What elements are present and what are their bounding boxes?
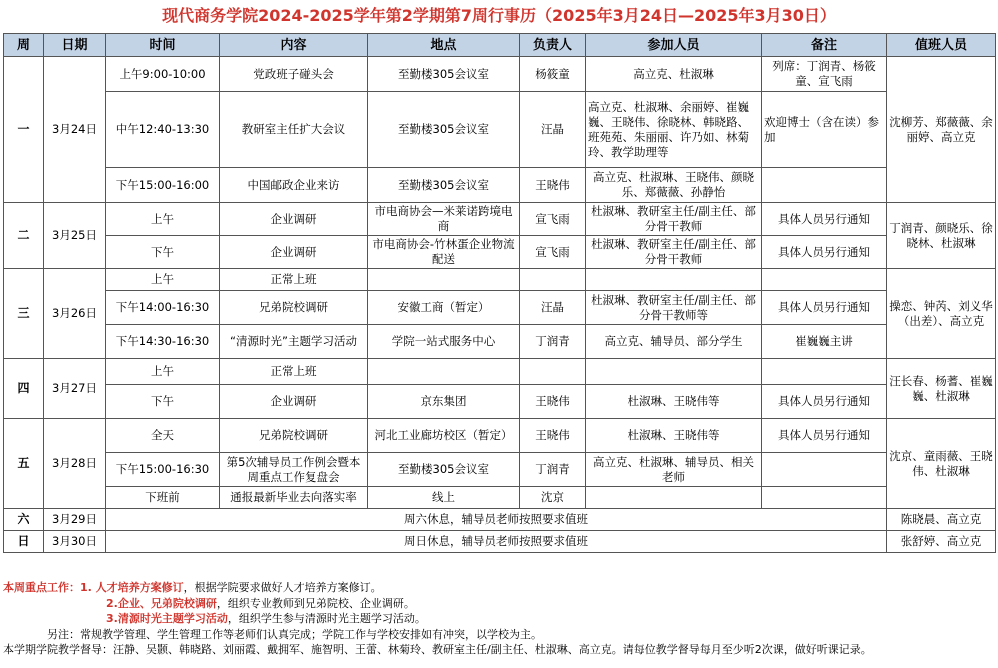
header-date: 日期 xyxy=(44,34,106,57)
date-cell: 3月27日 xyxy=(44,359,106,419)
rest-cell: 周六休息，辅导员老师按照要求值班 xyxy=(106,509,887,531)
content-cell: 中国邮政企业来访 xyxy=(220,168,368,203)
date-cell: 3月24日 xyxy=(44,57,106,203)
table-row xyxy=(4,203,996,236)
duty-cell: 丁润青、颜晓乐、徐晓林、杜淑琳 xyxy=(887,203,996,269)
date-cell: 3月28日 xyxy=(44,419,106,509)
table-row xyxy=(4,269,996,291)
header-leader: 负责人 xyxy=(520,34,586,57)
time-cell: 下班前 xyxy=(106,487,220,509)
content-cell: 兄弟院校调研 xyxy=(220,291,368,325)
duty-cell: 汪长春、杨蓍、崔巍巍、杜淑琳 xyxy=(887,359,996,419)
note-cell: 具体人员另行通知 xyxy=(762,291,887,325)
place-cell: 京东集团 xyxy=(368,385,520,419)
note-cell xyxy=(762,453,887,487)
note-cell: 具体人员另行通知 xyxy=(762,385,887,419)
header-time: 时间 xyxy=(106,34,220,57)
duty-cell: 操恋、钟芮、刘义华（出差）、高立克 xyxy=(887,269,996,359)
header-place: 地点 xyxy=(368,34,520,57)
place-cell: 至勤楼305会议室 xyxy=(368,92,520,168)
note-cell: 列席：丁润青、杨筱童、宣飞雨 xyxy=(762,57,887,92)
time-cell: 上午 xyxy=(106,269,220,291)
place-cell: 至勤楼305会议室 xyxy=(368,57,520,92)
header-row xyxy=(4,34,996,57)
note-cell: 具体人员另行通知 xyxy=(762,236,887,269)
participants-cell xyxy=(586,269,762,291)
place-cell: 市电商协会-竹林蛋企业物流配送 xyxy=(368,236,520,269)
time-cell: 下午15:00-16:00 xyxy=(106,168,220,203)
content-cell: 企业调研 xyxy=(220,385,368,419)
participants-cell: 杜淑琳、教研室主任/副主任、部分骨干教师等 xyxy=(586,291,762,325)
leader-cell: 汪晶 xyxy=(520,291,586,325)
weekday-cell: 四 xyxy=(4,359,44,419)
note-cell xyxy=(762,269,887,291)
note-cell: 具体人员另行通知 xyxy=(762,203,887,236)
other-note: 另注：常规教学管理、学生管理工作等老师们认真完成；学院工作与学校安排如有冲突，以学校为主。 xyxy=(47,627,542,641)
participants-cell: 杜淑琳、教研室主任/副主任、部分骨干教师 xyxy=(586,236,762,269)
time-cell: 下午14:30-16:30 xyxy=(106,325,220,359)
key-work-item-text: ，组织学生参与清源时光主题学习活动。 xyxy=(227,612,426,625)
participants-cell: 杜淑琳、王晓伟等 xyxy=(586,385,762,419)
participants-cell xyxy=(586,487,762,509)
leader-cell xyxy=(520,359,586,385)
table-row xyxy=(4,385,996,419)
key-work-item-text: ，根据学院要求做好人才培养方案修订。 xyxy=(183,581,382,594)
place-cell: 市电商协会—米莱诺跨境电商 xyxy=(368,203,520,236)
time-cell: 上午 xyxy=(106,203,220,236)
header-note: 备注 xyxy=(762,34,887,57)
time-cell: 下午 xyxy=(106,385,220,419)
key-work-line-3 xyxy=(3,611,995,627)
content-cell: 教研室主任扩大会议 xyxy=(220,92,368,168)
table-row xyxy=(4,509,996,531)
time-cell: 全天 xyxy=(106,419,220,453)
participants-cell xyxy=(586,359,762,385)
duty-cell: 沈柳芳、郑薇薇、余丽婷、高立克 xyxy=(887,57,996,203)
leader-cell: 沈京 xyxy=(520,487,586,509)
weekday-cell: 一 xyxy=(4,57,44,203)
time-cell: 下午14:00-16:30 xyxy=(106,291,220,325)
schedule-table xyxy=(3,33,996,553)
note-cell xyxy=(762,359,887,385)
duty-cell: 陈晓晨、高立克 xyxy=(887,509,996,531)
table-row xyxy=(4,291,996,325)
place-cell: 学院一站式服务中心 xyxy=(368,325,520,359)
table-row xyxy=(4,453,996,487)
note-cell: 崔巍巍主讲 xyxy=(762,325,887,359)
time-cell: 下午 xyxy=(106,236,220,269)
participants-cell: 杜淑琳、王晓伟等 xyxy=(586,419,762,453)
table-row xyxy=(4,487,996,509)
table-row xyxy=(4,531,996,553)
header-participants: 参加人员 xyxy=(586,34,762,57)
header-content: 内容 xyxy=(220,34,368,57)
time-cell: 下午15:00-16:30 xyxy=(106,453,220,487)
place-cell: 至勤楼305会议室 xyxy=(368,168,520,203)
table-row xyxy=(4,57,996,92)
leader-cell: 宣飞雨 xyxy=(520,203,586,236)
content-cell: “清源时光”主题学习活动 xyxy=(220,325,368,359)
participants-cell: 高立克、杜淑琳、余丽婷、崔巍巍、王晓伟、徐晓林、韩晓路、班苑苑、朱丽丽、许乃如、林菊玲、教学助理等 xyxy=(586,92,762,168)
participants-cell: 高立克、辅导员、部分学生 xyxy=(586,325,762,359)
leader-cell: 汪晶 xyxy=(520,92,586,168)
header-duty: 值班人员 xyxy=(887,34,996,57)
participants-cell: 杜淑琳、教研室主任/副主任、部分骨干教师 xyxy=(586,203,762,236)
duty-cell: 张舒婷、高立克 xyxy=(887,531,996,553)
content-cell: 党政班子碰头会 xyxy=(220,57,368,92)
supervisors-note: 本学期学院教学督导：汪静、吴颢、韩晓路、刘丽霞、戴拥军、施智明、王蕾、林菊玲、教研室主任/副主任、杜淑琳、高立克。请每位教学督导每月至少听2次课，做好听课记录。 xyxy=(3,643,872,656)
content-cell: 正常上班 xyxy=(220,269,368,291)
key-work-item-head: 2.企业、兄弟院校调研 xyxy=(106,596,217,610)
content-cell: 企业调研 xyxy=(220,236,368,269)
key-work-notes xyxy=(3,580,995,658)
leader-cell: 丁润青 xyxy=(520,325,586,359)
duty-cell: 沈京、童雨薇、王晓伟、杜淑琳 xyxy=(887,419,996,509)
note-cell xyxy=(762,487,887,509)
place-cell xyxy=(368,359,520,385)
key-work-item-head: 3.清源时光主题学习活动 xyxy=(106,612,228,625)
date-cell: 3月25日 xyxy=(44,203,106,269)
table-row xyxy=(4,359,996,385)
weekday-cell: 日 xyxy=(4,531,44,553)
weekday-cell: 六 xyxy=(4,509,44,531)
content-cell: 企业调研 xyxy=(220,203,368,236)
weekday-cell: 二 xyxy=(4,203,44,269)
participants-cell: 高立克、杜淑琳 xyxy=(586,57,762,92)
place-cell: 河北工业廊坊校区（暂定） xyxy=(368,419,520,453)
leader-cell: 杨筱童 xyxy=(520,57,586,92)
table-row xyxy=(4,92,996,168)
key-work-line-2 xyxy=(3,596,995,612)
table-row xyxy=(4,419,996,453)
rest-cell: 周日休息，辅导员老师按照要求值班 xyxy=(106,531,887,553)
date-cell: 3月26日 xyxy=(44,269,106,359)
place-cell: 至勤楼305会议室 xyxy=(368,453,520,487)
leader-cell: 王晓伟 xyxy=(520,168,586,203)
content-cell: 通报最新毕业去向落实率 xyxy=(220,487,368,509)
leader-cell: 宣飞雨 xyxy=(520,236,586,269)
content-cell: 兄弟院校调研 xyxy=(220,419,368,453)
weekday-cell: 五 xyxy=(4,419,44,509)
note-cell: 欢迎博士（含在读）参加 xyxy=(762,92,887,168)
page-title: 现代商务学院2024-2025学年第2学期第7周行事历（2025年3月24日—2025年3月30日） xyxy=(162,6,836,25)
table-row xyxy=(4,168,996,203)
note-cell xyxy=(762,168,887,203)
leader-cell: 丁润青 xyxy=(520,453,586,487)
participants-cell: 高立克、杜淑琳、王晓伟、颜晓乐、郑薇薇、孙静怡 xyxy=(586,168,762,203)
participants-cell: 高立克、杜淑琳、辅导员、相关老师 xyxy=(586,453,762,487)
leader-cell xyxy=(520,269,586,291)
time-cell: 中午12:40-13:30 xyxy=(106,92,220,168)
content-cell: 第5次辅导员工作例会暨本周重点工作复盘会 xyxy=(220,453,368,487)
table-row xyxy=(4,236,996,269)
key-work-line-1 xyxy=(3,580,995,596)
key-work-item-head: 1. 人才培养方案修订 xyxy=(80,581,184,594)
place-cell: 线上 xyxy=(368,487,520,509)
time-cell: 上午9:00-10:00 xyxy=(106,57,220,92)
table-row xyxy=(4,325,996,359)
leader-cell: 王晓伟 xyxy=(520,419,586,453)
date-cell: 3月29日 xyxy=(44,509,106,531)
content-cell: 正常上班 xyxy=(220,359,368,385)
leader-cell: 王晓伟 xyxy=(520,385,586,419)
weekday-cell: 三 xyxy=(4,269,44,359)
date-cell: 3月30日 xyxy=(44,531,106,553)
place-cell xyxy=(368,269,520,291)
header-week: 周 xyxy=(4,34,44,57)
note-cell: 具体人员另行通知 xyxy=(762,419,887,453)
key-work-label: 本周重点工作： xyxy=(3,581,80,594)
time-cell: 上午 xyxy=(106,359,220,385)
key-work-item-text: ，组织专业教师到兄弟院校、企业调研。 xyxy=(216,596,415,610)
place-cell: 安徽工商（暂定） xyxy=(368,291,520,325)
